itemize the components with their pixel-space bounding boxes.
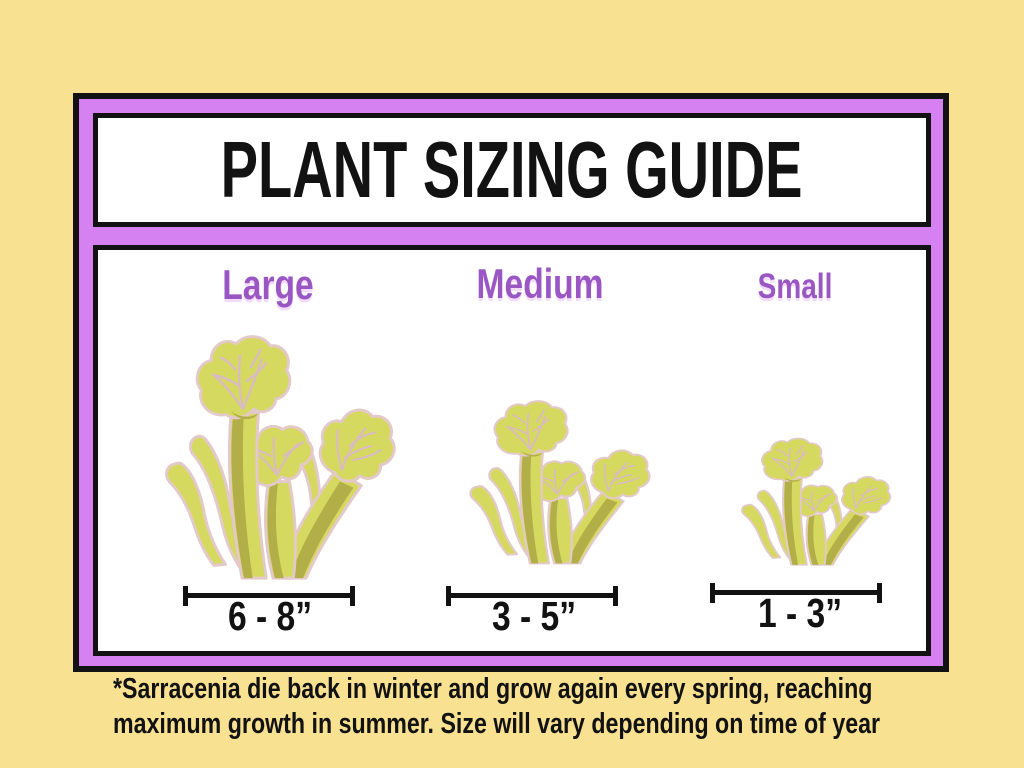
pitcher-plant-illustration-small — [730, 436, 894, 570]
bracket-endcap — [877, 583, 882, 603]
size-range-medium: 3 - 5” — [491, 593, 577, 639]
page-title: PLANT SIZING GUIDE — [221, 125, 803, 214]
size-label-small: Small — [757, 267, 833, 306]
bracket-endcap — [613, 586, 618, 606]
pitcher-plant-illustration-medium — [456, 398, 654, 570]
sizing-guide-frame — [73, 93, 949, 672]
footnote — [113, 672, 1024, 742]
footnote-line-1: *Sarracenia die back in winter and grow again every spring, reaching — [113, 673, 873, 705]
bracket-endcap — [350, 586, 355, 606]
size-range-small: 1 - 3” — [757, 590, 843, 636]
size-label-large: Large — [222, 261, 314, 308]
title-box — [93, 113, 931, 227]
footnote-line-2: maximum growth in summer. Size will vary depending on time of year — [113, 708, 881, 740]
content-box — [93, 245, 931, 656]
size-range-large: 6 - 8” — [227, 593, 313, 639]
pitcher-plant-illustration-large — [148, 332, 400, 588]
size-label-medium: Medium — [476, 260, 604, 307]
